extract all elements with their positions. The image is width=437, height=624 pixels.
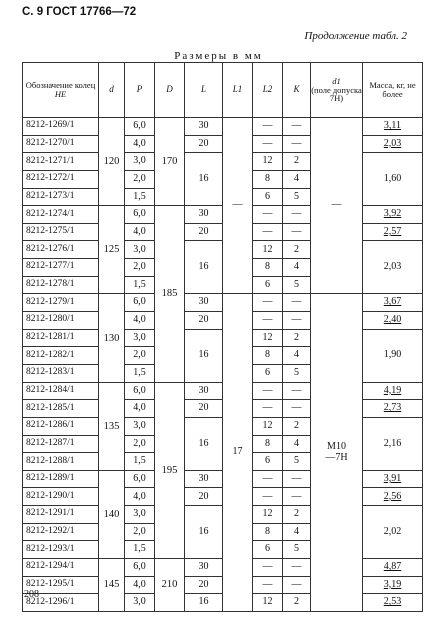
d-cell: 140: [99, 470, 125, 558]
mass-cell: 3,19: [363, 576, 423, 594]
d-cell: 130: [99, 294, 125, 382]
mass-cell: 3,92: [363, 206, 423, 224]
L2-cell: —: [253, 118, 283, 136]
L2-cell: 12: [253, 506, 283, 524]
p-cell: 6,0: [125, 559, 155, 577]
sizes-caption: Размеры в мм: [174, 50, 263, 62]
p-cell: 4,0: [125, 400, 155, 418]
L2-cell: —: [253, 559, 283, 577]
K-cell: —: [283, 312, 311, 330]
L2-cell: —: [253, 135, 283, 153]
K-cell: 4: [283, 170, 311, 188]
col-header-designation: Обозначение колец НЕ: [23, 63, 99, 118]
K-cell: —: [283, 559, 311, 577]
K-cell: 4: [283, 347, 311, 365]
mass-cell: 2,03: [363, 241, 423, 294]
designation-cell: 8212-1289/1: [23, 470, 99, 488]
p-cell: 4,0: [125, 223, 155, 241]
designation-cell: 8212-1279/1: [23, 294, 99, 312]
L-cell: 16: [185, 329, 223, 382]
K-cell: —: [283, 488, 311, 506]
designation-cell: 8212-1290/1: [23, 488, 99, 506]
d1-cell: —: [311, 118, 363, 294]
mass-cell: 3,67: [363, 294, 423, 312]
designation-cell: 8212-1275/1: [23, 223, 99, 241]
col-header-d1: d1 (поле допуска 7Н): [311, 63, 363, 118]
L2-cell: —: [253, 470, 283, 488]
K-cell: 4: [283, 259, 311, 277]
L-cell: 16: [185, 594, 223, 612]
designation-cell: 8212-1277/1: [23, 259, 99, 277]
D-cell: 185: [155, 206, 185, 382]
L2-cell: —: [253, 576, 283, 594]
L-cell: 16: [185, 153, 223, 206]
p-cell: 2,0: [125, 259, 155, 277]
L2-cell: 6: [253, 364, 283, 382]
L-cell: 30: [185, 294, 223, 312]
page-number: 208: [24, 589, 39, 600]
D-cell: 210: [155, 559, 185, 612]
mass-cell: 2,40: [363, 312, 423, 330]
continuation-label: Продолжение табл. 2: [304, 30, 407, 42]
designation-cell: 8212-1288/1: [23, 453, 99, 471]
designation-cell: 8212-1285/1: [23, 400, 99, 418]
L-cell: 16: [185, 506, 223, 559]
col-header-d: d: [99, 63, 125, 118]
designation-cell: 8212-1273/1: [23, 188, 99, 206]
col-header-mass: Масса, кг, не более: [363, 63, 423, 118]
K-cell: 5: [283, 453, 311, 471]
p-cell: 6,0: [125, 118, 155, 136]
mass-cell: 4,87: [363, 559, 423, 577]
L-cell: 20: [185, 223, 223, 241]
K-cell: —: [283, 294, 311, 312]
L-cell: 20: [185, 312, 223, 330]
p-cell: 6,0: [125, 206, 155, 224]
mass-cell: 2,03: [363, 135, 423, 153]
table-body: [23, 118, 423, 612]
d-cell: 145: [99, 559, 125, 612]
p-cell: 3,0: [125, 594, 155, 612]
L2-cell: 8: [253, 435, 283, 453]
table-row: [23, 294, 423, 312]
K-cell: 2: [283, 506, 311, 524]
designation-cell: 8212-1274/1: [23, 206, 99, 224]
p-cell: 1,5: [125, 364, 155, 382]
L-cell: 30: [185, 206, 223, 224]
K-cell: 5: [283, 364, 311, 382]
L-cell: 30: [185, 118, 223, 136]
d-cell: 125: [99, 206, 125, 294]
D-cell: 195: [155, 382, 185, 558]
K-cell: 5: [283, 541, 311, 559]
L2-cell: 8: [253, 259, 283, 277]
K-cell: 2: [283, 594, 311, 612]
D-cell: 170: [155, 118, 185, 206]
mass-cell: 4,19: [363, 382, 423, 400]
mass-cell: 2,57: [363, 223, 423, 241]
designation-cell: 8212-1271/1: [23, 153, 99, 171]
L2-cell: 12: [253, 153, 283, 171]
L1-cell: 17: [223, 294, 253, 612]
col-header-D: D: [155, 63, 185, 118]
mass-cell: 1,60: [363, 153, 423, 206]
designation-cell: 8212-1281/1: [23, 329, 99, 347]
K-cell: 5: [283, 188, 311, 206]
p-cell: 6,0: [125, 382, 155, 400]
L2-cell: 6: [253, 541, 283, 559]
L2-cell: 12: [253, 241, 283, 259]
designation-cell: 8212-1278/1: [23, 276, 99, 294]
K-cell: 2: [283, 417, 311, 435]
p-cell: 4,0: [125, 312, 155, 330]
L2-cell: 12: [253, 417, 283, 435]
designation-cell: 8212-1294/1: [23, 559, 99, 577]
designation-cell: 8212-1269/1: [23, 118, 99, 136]
designation-cell: 8212-1296/1: [23, 594, 99, 612]
L2-cell: 6: [253, 453, 283, 471]
p-cell: 6,0: [125, 294, 155, 312]
K-cell: —: [283, 382, 311, 400]
designation-cell: 8212-1293/1: [23, 541, 99, 559]
designation-cell: 8212-1291/1: [23, 506, 99, 524]
p-cell: 3,0: [125, 241, 155, 259]
designation-cell: 8212-1286/1: [23, 417, 99, 435]
L2-cell: —: [253, 488, 283, 506]
d1-value-line1: M10: [327, 441, 346, 453]
L-cell: 30: [185, 382, 223, 400]
mass-cell: 2,16: [363, 417, 423, 470]
mass-cell: 2,53: [363, 594, 423, 612]
K-cell: 2: [283, 329, 311, 347]
L-cell: 16: [185, 241, 223, 294]
K-cell: —: [283, 576, 311, 594]
designation-cell: 8212-1287/1: [23, 435, 99, 453]
K-cell: 2: [283, 153, 311, 171]
p-cell: 2,0: [125, 435, 155, 453]
L2-cell: 12: [253, 329, 283, 347]
L2-cell: 6: [253, 188, 283, 206]
p-cell: 4,0: [125, 488, 155, 506]
L2-cell: 8: [253, 523, 283, 541]
p-cell: 6,0: [125, 470, 155, 488]
mass-cell: 2,56: [363, 488, 423, 506]
p-cell: 1,5: [125, 453, 155, 471]
mass-cell: 3,11: [363, 118, 423, 136]
L2-cell: —: [253, 294, 283, 312]
L1-cell: —: [223, 118, 253, 294]
designation-cell: 8212-1292/1: [23, 523, 99, 541]
col-header-L2: L2: [253, 63, 283, 118]
designation-cell: 8212-1280/1: [23, 312, 99, 330]
p-cell: 1,5: [125, 188, 155, 206]
L2-cell: —: [253, 400, 283, 418]
p-cell: 3,0: [125, 417, 155, 435]
col-header-p: P: [125, 63, 155, 118]
L2-cell: 8: [253, 170, 283, 188]
d1-cell: [311, 294, 363, 612]
L2-cell: 8: [253, 347, 283, 365]
p-cell: 4,0: [125, 135, 155, 153]
L2-cell: 12: [253, 594, 283, 612]
mass-cell: 2,02: [363, 506, 423, 559]
col-header-L1: L1: [223, 63, 253, 118]
K-cell: 5: [283, 276, 311, 294]
L-cell: 20: [185, 400, 223, 418]
designation-cell: 8212-1282/1: [23, 347, 99, 365]
designation-cell: 8212-1284/1: [23, 382, 99, 400]
mass-cell: 3,91: [363, 470, 423, 488]
K-cell: —: [283, 223, 311, 241]
L2-cell: 6: [253, 276, 283, 294]
p-cell: 2,0: [125, 170, 155, 188]
p-cell: 1,5: [125, 541, 155, 559]
K-cell: —: [283, 206, 311, 224]
K-cell: —: [283, 135, 311, 153]
p-cell: 3,0: [125, 329, 155, 347]
L2-cell: —: [253, 206, 283, 224]
designation-cell: 8212-1272/1: [23, 170, 99, 188]
L-cell: 20: [185, 576, 223, 594]
p-cell: 4,0: [125, 576, 155, 594]
designation-cell: 8212-1295/1: [23, 576, 99, 594]
L-cell: 16: [185, 417, 223, 470]
L-cell: 20: [185, 135, 223, 153]
d1-value-line2: —7H: [325, 451, 348, 463]
d-cell: 135: [99, 382, 125, 470]
mass-cell: 2,73: [363, 400, 423, 418]
K-cell: 4: [283, 435, 311, 453]
p-cell: 2,0: [125, 347, 155, 365]
mass-cell: 1,90: [363, 329, 423, 382]
L-cell: 30: [185, 470, 223, 488]
p-cell: 3,0: [125, 153, 155, 171]
L2-cell: —: [253, 312, 283, 330]
L-cell: 20: [185, 488, 223, 506]
p-cell: 1,5: [125, 276, 155, 294]
p-cell: 3,0: [125, 506, 155, 524]
dimensions-table: [22, 62, 423, 612]
L2-cell: —: [253, 382, 283, 400]
K-cell: 4: [283, 523, 311, 541]
L2-cell: —: [253, 223, 283, 241]
K-cell: 2: [283, 241, 311, 259]
K-cell: —: [283, 118, 311, 136]
p-cell: 2,0: [125, 523, 155, 541]
designation-cell: 8212-1276/1: [23, 241, 99, 259]
table-row: [23, 118, 423, 136]
col-header-L: L: [185, 63, 223, 118]
d-cell: 120: [99, 118, 125, 206]
designation-cell: 8212-1270/1: [23, 135, 99, 153]
K-cell: —: [283, 400, 311, 418]
document-header: С. 9 ГОСТ 17766—72: [22, 6, 137, 18]
col-header-K: K: [283, 63, 311, 118]
L-cell: 30: [185, 559, 223, 577]
designation-cell: 8212-1283/1: [23, 364, 99, 382]
K-cell: —: [283, 470, 311, 488]
